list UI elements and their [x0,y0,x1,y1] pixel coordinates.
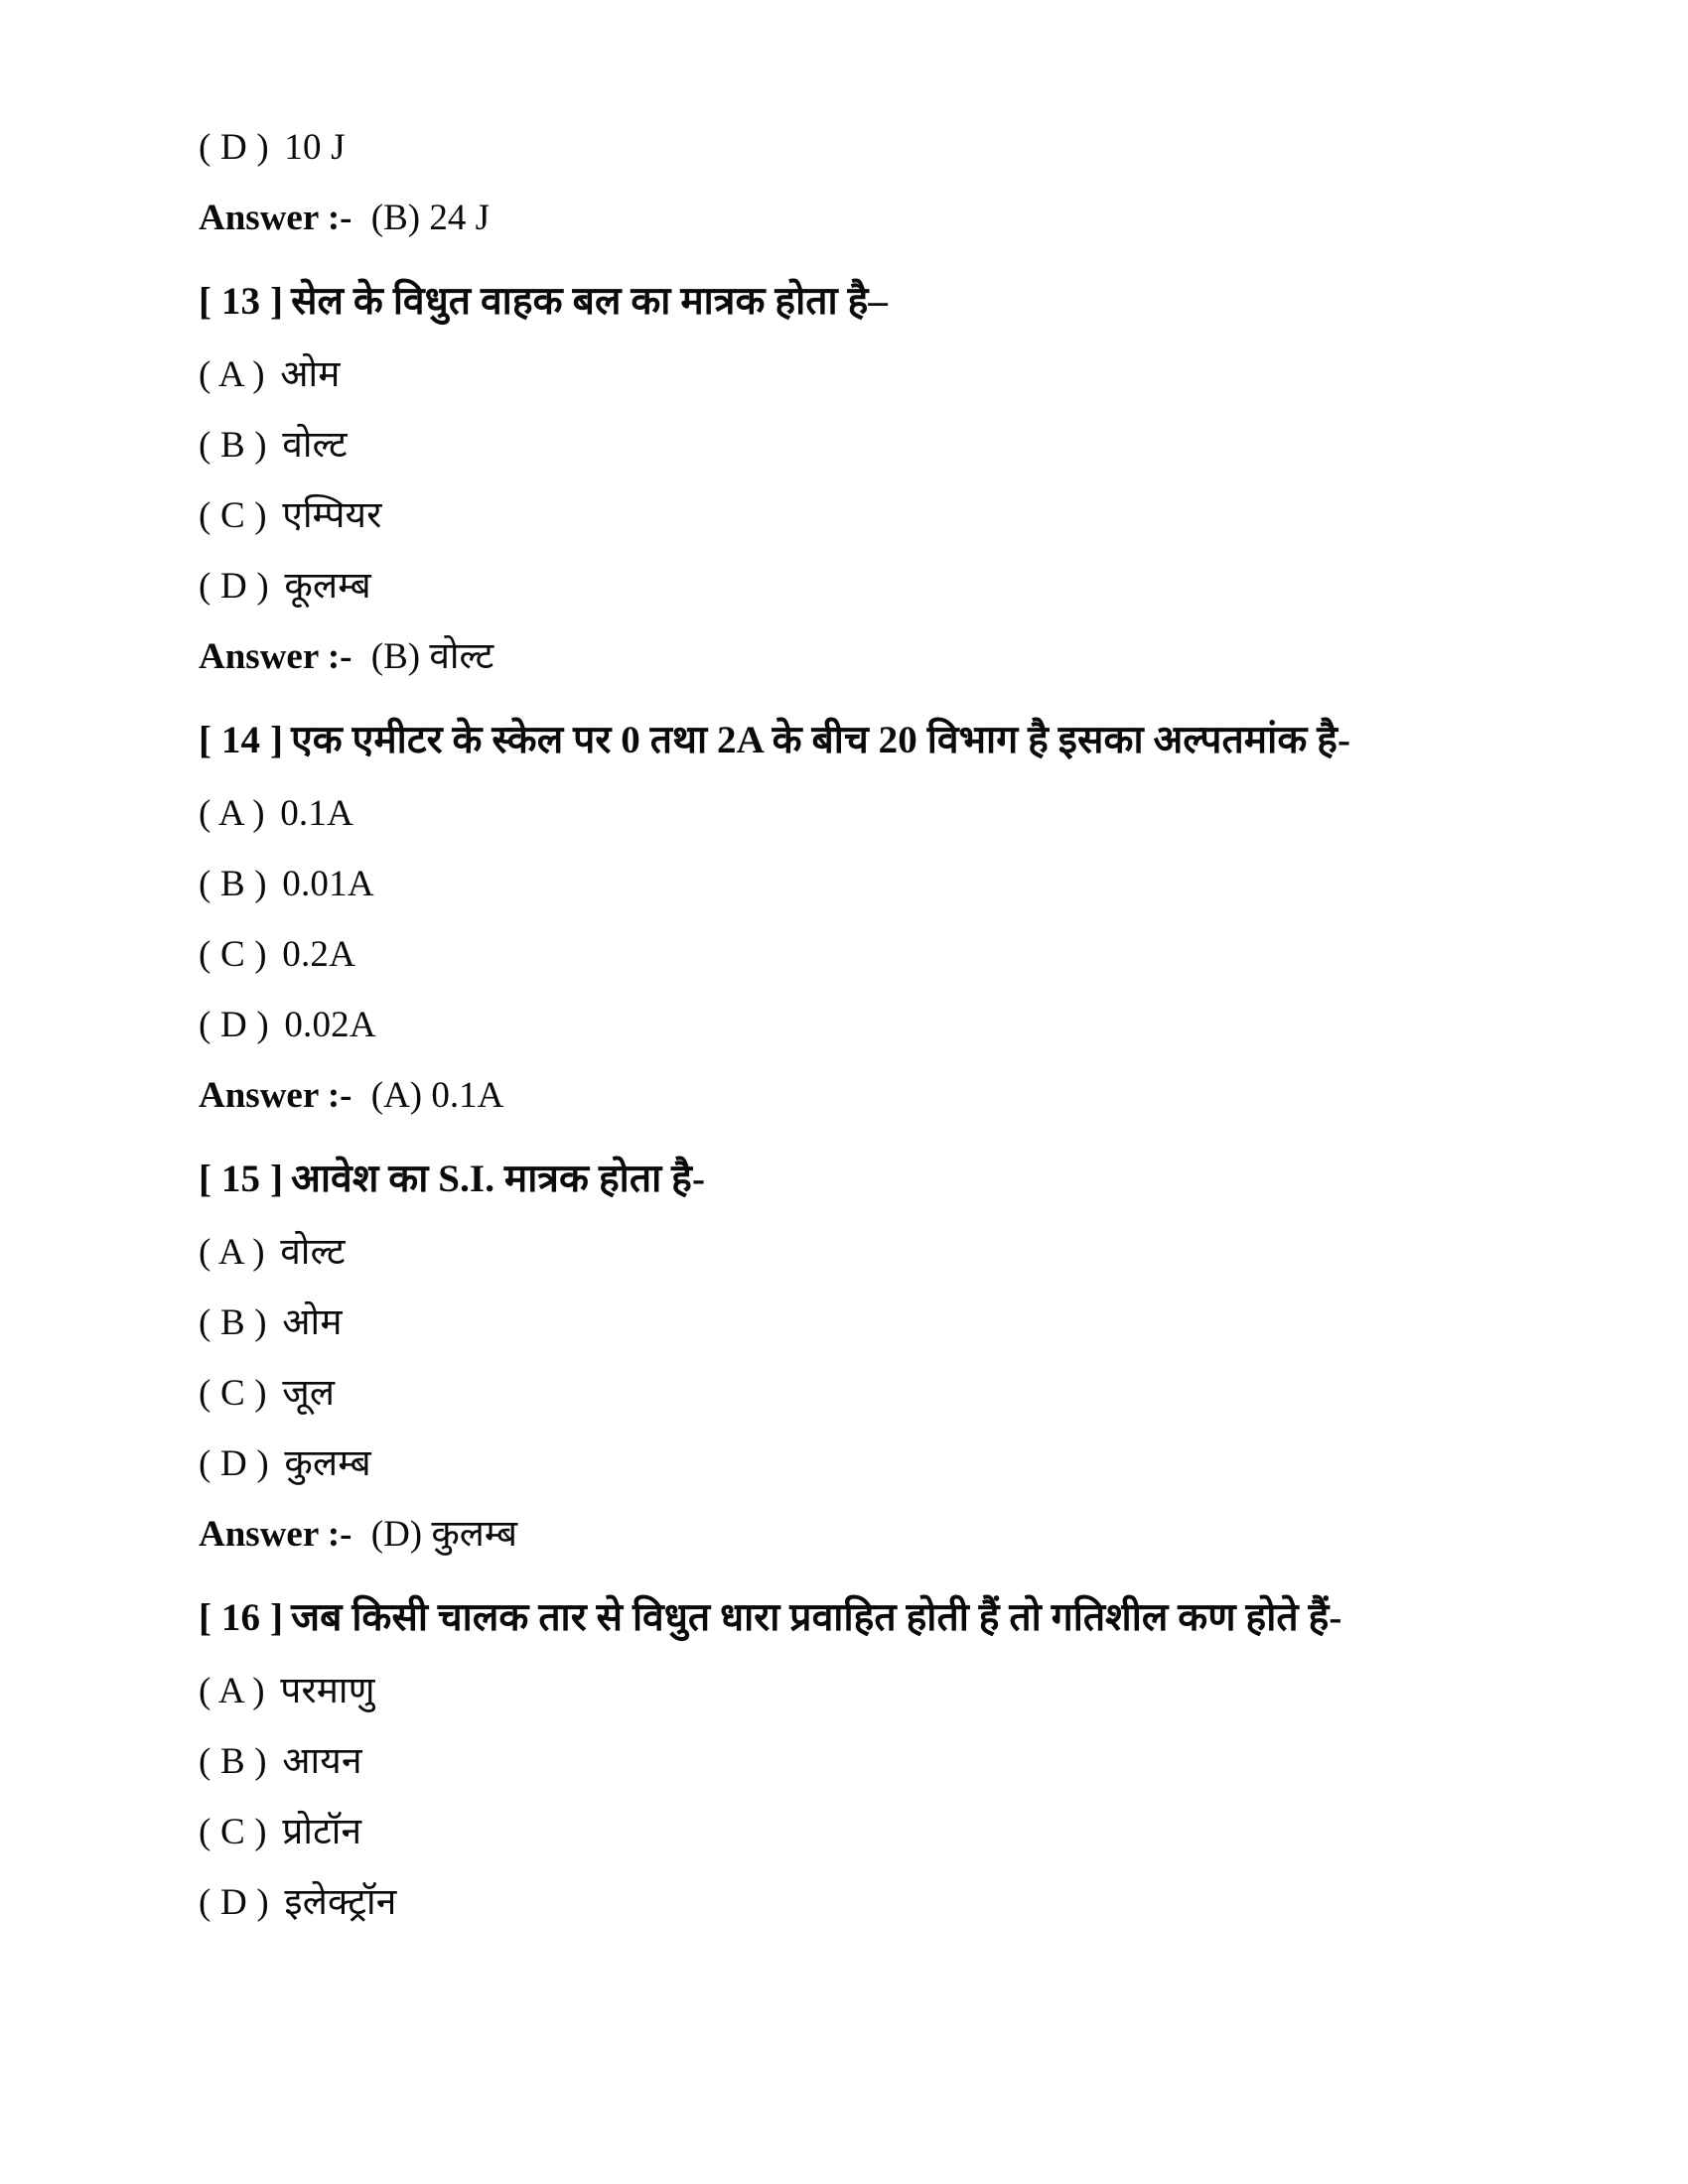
question-block [199,282,1509,675]
question-block [199,1595,1509,1923]
list-item[interactable] [199,424,1509,466]
option-tag: ( C ) [199,933,267,975]
question-block [199,1157,1509,1555]
answer-row [199,200,1509,236]
answer-value: (A) 0.1A [370,1074,504,1116]
option-text: 0.02A [284,1004,376,1045]
page-title [199,282,1509,323]
option-text: 10 J [284,127,346,168]
answer-label: Answer :- [199,198,352,238]
option-tag: ( B ) [199,863,267,904]
option-text: आयन [282,1740,362,1782]
list-item[interactable] [199,1881,1509,1923]
list-item[interactable] [199,1740,1509,1782]
option-tag: ( A ) [199,1231,265,1273]
option-tag: ( A ) [199,353,265,395]
option-tag: ( D ) [199,1442,269,1484]
answer-value: (B) 24 J [370,198,490,238]
option-tag: ( D ) [199,1881,269,1923]
page-content [199,129,1509,1921]
option-text: वोल्ट [282,424,348,466]
option-text: कूलम्ब [284,565,371,607]
page-title [199,718,1509,761]
answer-label: Answer :- [199,1513,352,1555]
list-item[interactable] [199,1301,1509,1343]
option-text: वोल्ट [280,1231,346,1273]
option-tag: ( C ) [199,1372,267,1414]
list-item[interactable] [199,565,1509,607]
list-item [199,129,1509,166]
option-text: कुलम्ब [284,1442,371,1484]
option-text: 0.2A [282,933,356,975]
option-text: 0.1A [280,792,354,834]
list-item[interactable] [199,353,1509,395]
option-tag: ( B ) [199,424,267,466]
answer-label: Answer :- [199,1074,352,1116]
list-item[interactable] [199,863,1509,904]
option-text: ओम [282,1301,343,1343]
option-text: ओम [280,353,341,395]
option-tag: ( B ) [199,1740,267,1782]
option-tag: ( A ) [199,1670,265,1711]
question-text: एक एमीटर के स्केल पर 0 तथा 2A के बीच 20 विभाग है इसका अल्पतमांक है- [291,718,1351,761]
question-number: [ 13 ] [199,280,284,323]
list-item[interactable] [199,792,1509,834]
option-tag: ( C ) [199,494,267,536]
option-text: परमाणु [280,1670,375,1711]
list-item[interactable] [199,1670,1509,1711]
question-text: सेल के विधुत वाहक बल का मात्रक होता है– [291,280,888,323]
answer-label: Answer :- [199,635,352,677]
list-item[interactable] [199,494,1509,536]
question-block [199,718,1509,1116]
question-text: आवेश का S.I. मात्रक होता है- [291,1157,706,1200]
question-text: जब किसी चालक तार से विधुत धारा प्रवाहित होती हैं तो गतिशील कण होते हैं- [291,1595,1342,1639]
option-tag: ( A ) [199,792,265,834]
list-item[interactable] [199,1442,1509,1484]
answer-row [199,1074,1509,1116]
option-text: प्रोटॉन [282,1811,362,1852]
list-item[interactable] [199,933,1509,975]
question-number: [ 16 ] [199,1595,284,1639]
option-tag: ( D ) [199,127,269,168]
list-item[interactable] [199,1004,1509,1045]
question-number: [ 15 ] [199,1157,284,1200]
option-text: एम्पियर [282,494,382,536]
answer-value: (D) कुलम्ब [370,1513,518,1555]
option-tag: ( C ) [199,1811,267,1852]
answer-row [199,635,1509,677]
question-number: [ 14 ] [199,718,284,761]
answer-value: (B) वोल्ट [370,635,494,677]
option-text: 0.01A [282,863,374,904]
list-item[interactable] [199,1372,1509,1414]
answer-row [199,1513,1509,1555]
list-item[interactable] [199,1231,1509,1273]
page-title [199,1157,1509,1200]
option-tag: ( D ) [199,565,269,607]
option-tag: ( B ) [199,1301,267,1343]
option-text: इलेक्ट्रॉन [284,1881,397,1923]
option-tag: ( D ) [199,1004,269,1045]
option-text: जूल [282,1372,336,1414]
list-item[interactable] [199,1811,1509,1852]
page-title [199,1595,1509,1639]
